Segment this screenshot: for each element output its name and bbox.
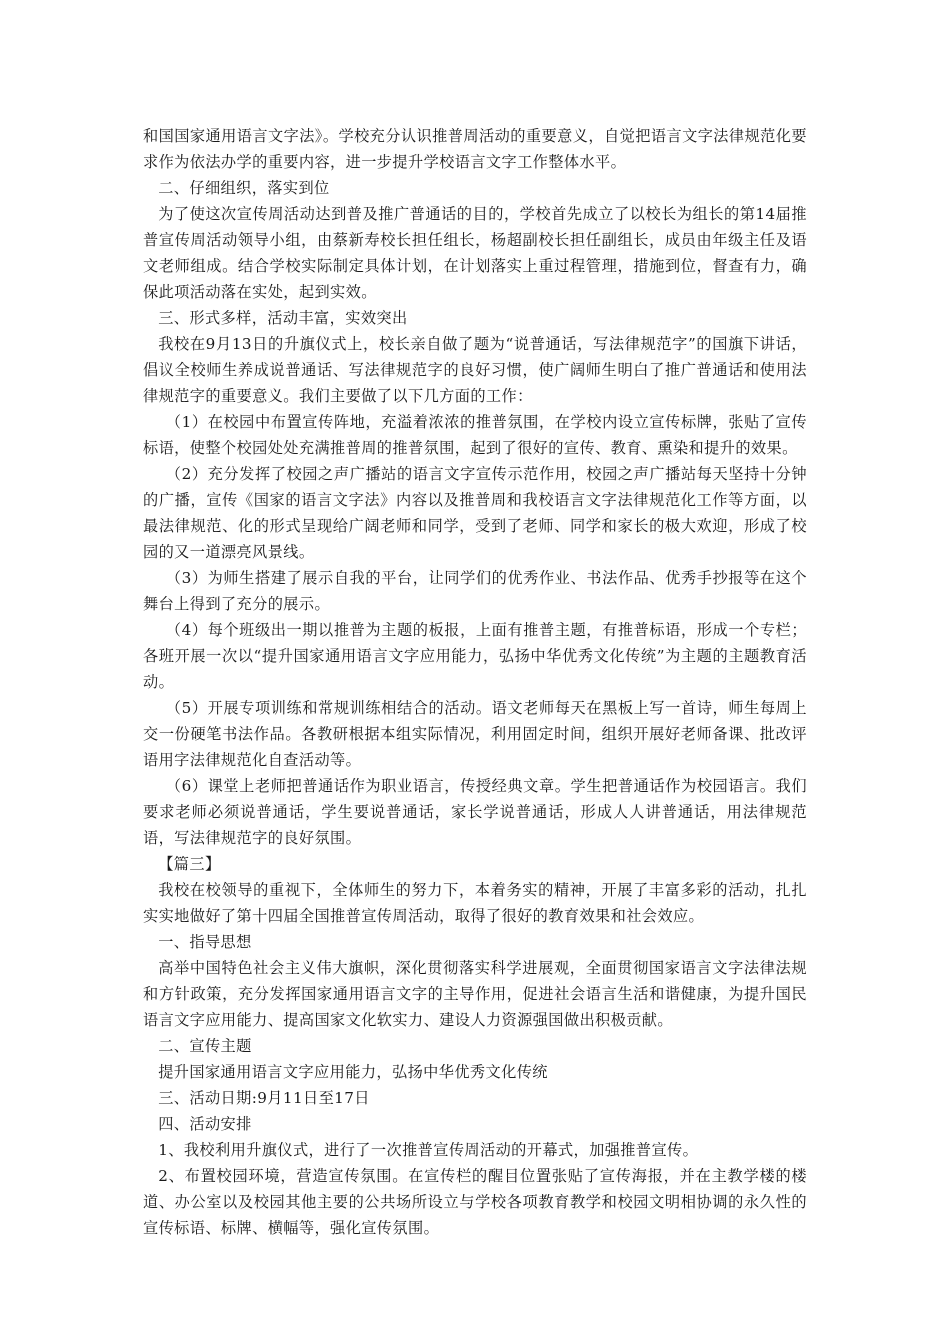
section-title-part3: 【篇三】 — [158, 855, 221, 873]
heading-activities: 三、形式多样，活动丰富，实效突出 — [158, 309, 408, 327]
list-item-6: （6）课堂上老师把普通话作为职业语言，传授经典文章。学生把普通话作为校园语言。我们要求老师必须说普通话，学生要说普通话，家长学说普通话，形成人人讲普通话，用法律规范语，写法律规范字的良好氛围。 — [143, 777, 807, 847]
heading-dates: 三、活动日期:9月11日至17日 — [158, 1089, 370, 1107]
arrangement-item-2: 2、布置校园环境，营造宣传氛围。在宣传栏的醒目位置张贴了宣传海报，并在主教学楼的楼道、办公室以及校园其他主要的公共场所设立与学校各项教育教学和校园文明相协调的永久性的宣传标语、标牌、横幅等，强化宣传氛围。 — [143, 1167, 807, 1237]
list-item-3: （3）为师生搭建了展示自我的平台，让同学们的优秀作业、书法作品、优秀手抄报等在这个舞台上得到了充分的展示。 — [143, 569, 807, 613]
heading-arrangement: 四、活动安排 — [158, 1115, 252, 1133]
heading-guiding-thought: 一、指导思想 — [158, 933, 252, 951]
document-page — [143, 123, 807, 1241]
list-item-5: （5）开展专项训练和常规训练相结合的活动。语文老师每天在黑板上写一首诗，师生每周上交一份硬笔书法作品。各教研根据本组实际情况，利用固定时间，组织开展好老师备课、批改评语用字法律规范化自查活动等。 — [143, 699, 807, 769]
paragraph-organize: 为了使这次宣传周活动达到普及推广普通话的目的，学校首先成立了以校长为组长的第14届推普宣传周活动领导小组，由蔡新寿校长担任组长，杨超副校长担任副组长，成员由年级主任及语文老师组成。结合学校实际制定具体计划，在计划落实上重过程管理，措施到位，督查有力，确保此项活动落在实处，起到实效。 — [143, 205, 807, 301]
heading-theme: 二、宣传主题 — [158, 1037, 252, 1055]
paragraph-guiding-thought: 高举中国特色社会主义伟大旗帜，深化贯彻落实科学进展观，全面贯彻国家语言文字法律法规和方针政策，充分发挥国家通用语言文字的主导作用，促进社会语言生活和谐健康，为提升国民语言文字应用能力、提高国家文化软实力、建设人力资源强国做出积极贡献。 — [143, 959, 807, 1029]
paragraph-part3-intro: 我校在校领导的重视下，全体师生的努力下，本着务实的精神，开展了丰富多彩的活动，扎扎实实地做好了第十四届全国推普宣传周活动，取得了很好的教育效果和社会效应。 — [143, 881, 807, 925]
arrangement-item-1: 1、我校利用升旗仪式，进行了一次推普宣传周活动的开幕式，加强推普宣传。 — [158, 1141, 699, 1159]
paragraph-flag-ceremony: 我校在9月13日的升旗仪式上，校长亲自做了题为“说普通话，写法律规范字”的国旗下讲话，倡议全校师生养成说普通话、写法律规范字的良好习惯，使广阔师生明白了推广普通话和使用法律规范字的重要意义。我们主要做了以下几方面的工作： — [143, 335, 807, 405]
list-item-4: （4）每个班级出一期以推普为主题的板报，上面有推普主题，有推普标语，形成一个专栏；各班开展一次以“提升国家通用语言文字应用能力，弘扬中华优秀文化传统”为主题的主题教育活动。 — [143, 621, 807, 691]
list-item-2: （2）充分发挥了校园之声广播站的语言文字宣传示范作用，校园之声广播站每天坚持十分钟的广播，宣传《国家的语言文字法》内容以及推普周和我校语言文字法律规范化工作等方面，以最法律规范、化的形式呈现给广阔老师和同学，受到了老师、同学和家长的极大欢迎，形成了校园的又一道漂亮风景线。 — [143, 465, 807, 561]
list-item-1: （1）在校园中布置宣传阵地，充溢着浓浓的推普氛围，在学校内设立宣传标牌，张贴了宣传标语，使整个校园处处充满推普周的推普氛围，起到了很好的宣传、教育、熏染和提升的效果。 — [143, 413, 807, 457]
heading-organize: 二、仔细组织，落实到位 — [158, 179, 330, 197]
paragraph-intro-tail: 和国国家通用语言文字法》。学校充分认识推普周活动的重要意义，自觉把语言文字法律规范化要求作为依法办学的重要内容，进一步提升学校语言文字工作整体水平。 — [143, 127, 807, 171]
paragraph-theme: 提升国家通用语言文字应用能力，弘扬中华优秀文化传统 — [158, 1063, 548, 1081]
